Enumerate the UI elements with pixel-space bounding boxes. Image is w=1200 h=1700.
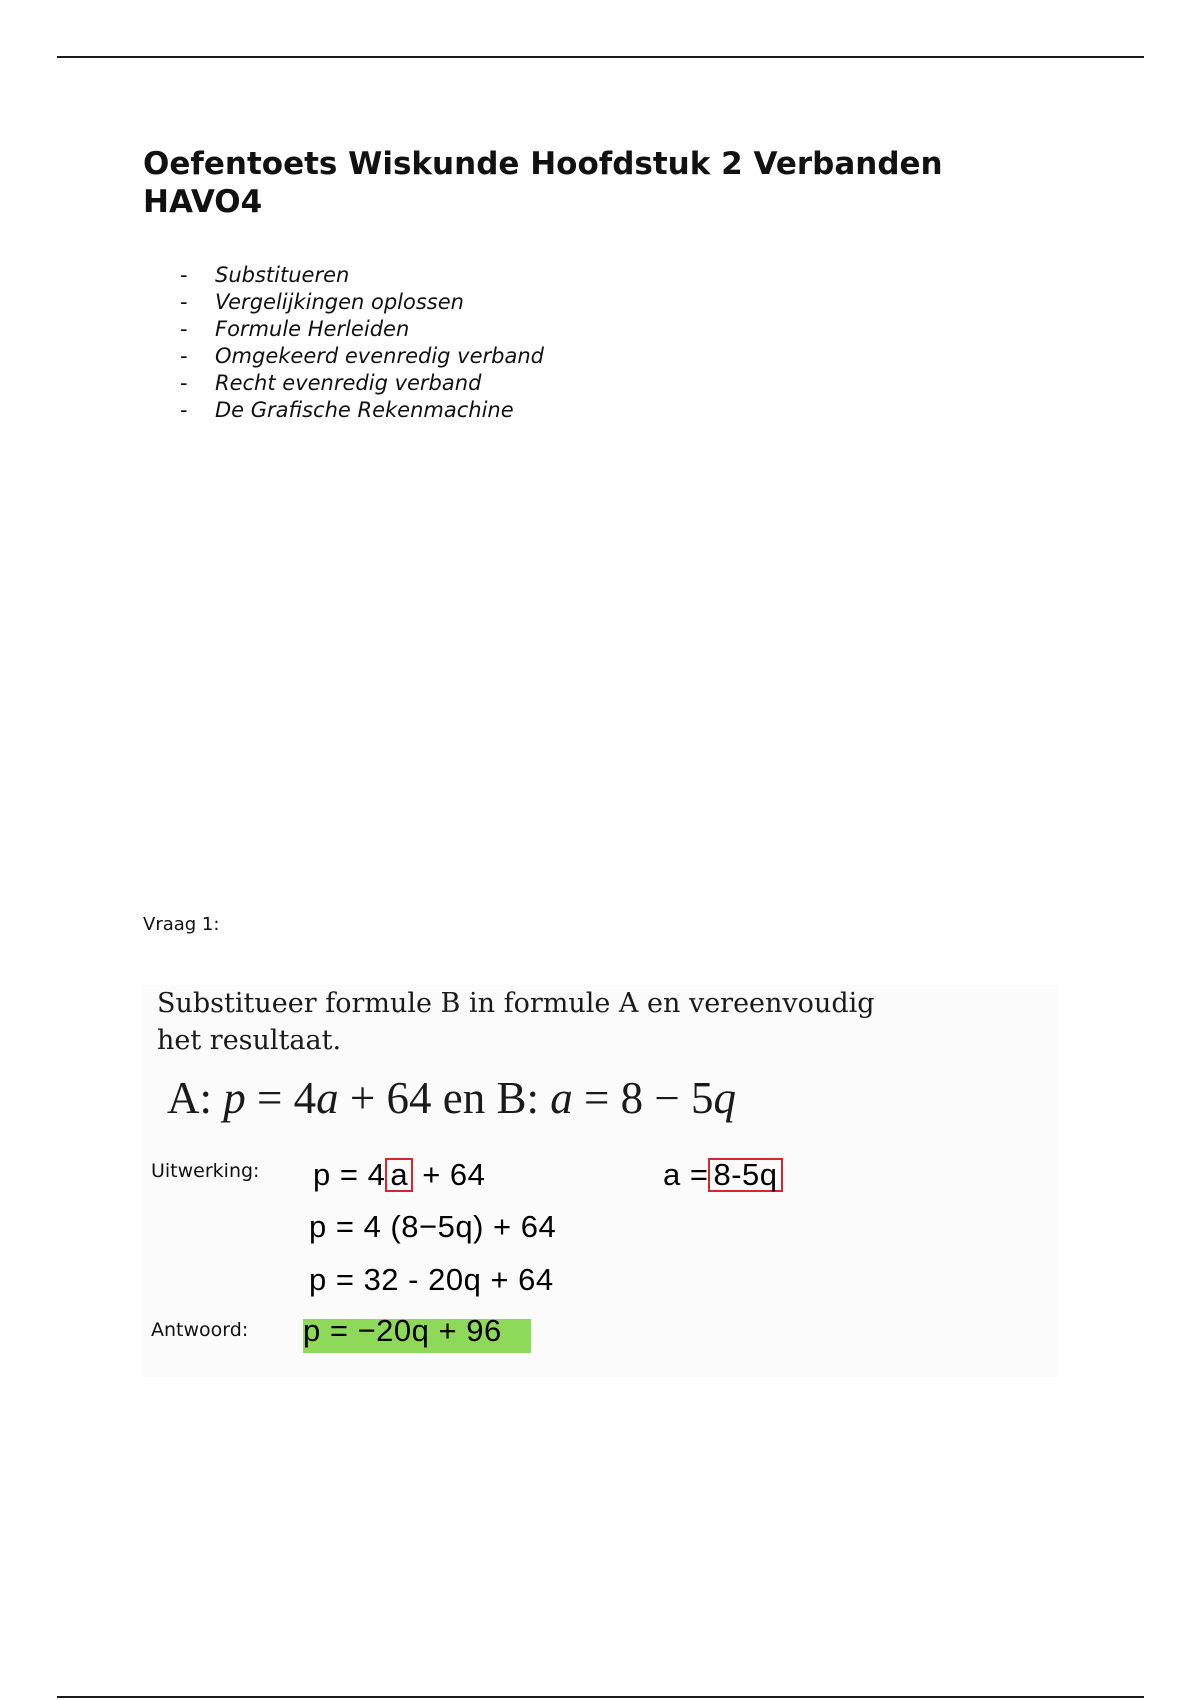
answer-label: Antwoord: xyxy=(151,1319,249,1341)
boxed-term: a xyxy=(385,1158,413,1192)
list-item xyxy=(180,316,544,343)
formula-variable: q xyxy=(713,1073,737,1123)
formula-text: = 4 xyxy=(245,1073,317,1123)
formula-variable: p xyxy=(223,1073,246,1123)
work-line-3: p = 32 - 20q + 64 xyxy=(309,1262,554,1297)
boxed-term: 8-5q xyxy=(708,1158,782,1192)
list-bullet: - xyxy=(180,398,188,422)
question-card xyxy=(143,985,1057,1377)
formula-variable: a xyxy=(316,1073,339,1123)
question-label: Vraag 1: xyxy=(143,914,220,935)
list-item xyxy=(180,262,544,289)
question-formula xyxy=(167,1071,736,1126)
list-item xyxy=(180,370,544,397)
formula-text: A: xyxy=(167,1073,224,1123)
topic-list xyxy=(180,262,544,424)
list-bullet: - xyxy=(180,290,188,314)
topic-label: Vergelijkingen oplossen xyxy=(215,290,464,314)
bottom-rule xyxy=(57,1696,1144,1698)
work-text: p = 4 xyxy=(313,1157,386,1192)
substitution-note xyxy=(663,1157,783,1193)
topic-label: De Grafische Rekenmachine xyxy=(215,398,514,422)
topic-label: Omgekeerd evenredig verband xyxy=(215,344,544,368)
list-item xyxy=(180,397,544,424)
list-item xyxy=(180,343,544,370)
work-text: a = xyxy=(663,1157,709,1192)
list-bullet: - xyxy=(180,371,188,395)
topic-label: Recht evenredig verband xyxy=(215,371,482,395)
topic-label: Formule Herleiden xyxy=(215,317,410,341)
question-prompt: Substitueer formule B in formule A en vereenvoudig het resultaat. xyxy=(157,988,875,1056)
list-item xyxy=(180,289,544,316)
top-rule xyxy=(57,56,1144,58)
list-bullet: - xyxy=(180,344,188,368)
page-title: Oefentoets Wiskunde Hoofdstuk 2 Verbanden HAVO4 xyxy=(143,146,943,220)
list-bullet: - xyxy=(180,317,188,341)
topic-label: Substitueren xyxy=(215,263,350,287)
list-bullet: - xyxy=(180,263,188,287)
work-line-2: p = 4 (8−5q) + 64 xyxy=(309,1209,557,1244)
work-line-1 xyxy=(313,1157,485,1193)
work-label: Uitwerking: xyxy=(151,1160,260,1182)
answer-line: p = −20q + 96 xyxy=(303,1313,502,1348)
formula-text: = 8 − 5 xyxy=(572,1073,714,1123)
formula-text: + 64 en B: xyxy=(338,1073,551,1123)
formula-variable: a xyxy=(550,1073,573,1123)
work-text: + 64 xyxy=(422,1157,486,1192)
